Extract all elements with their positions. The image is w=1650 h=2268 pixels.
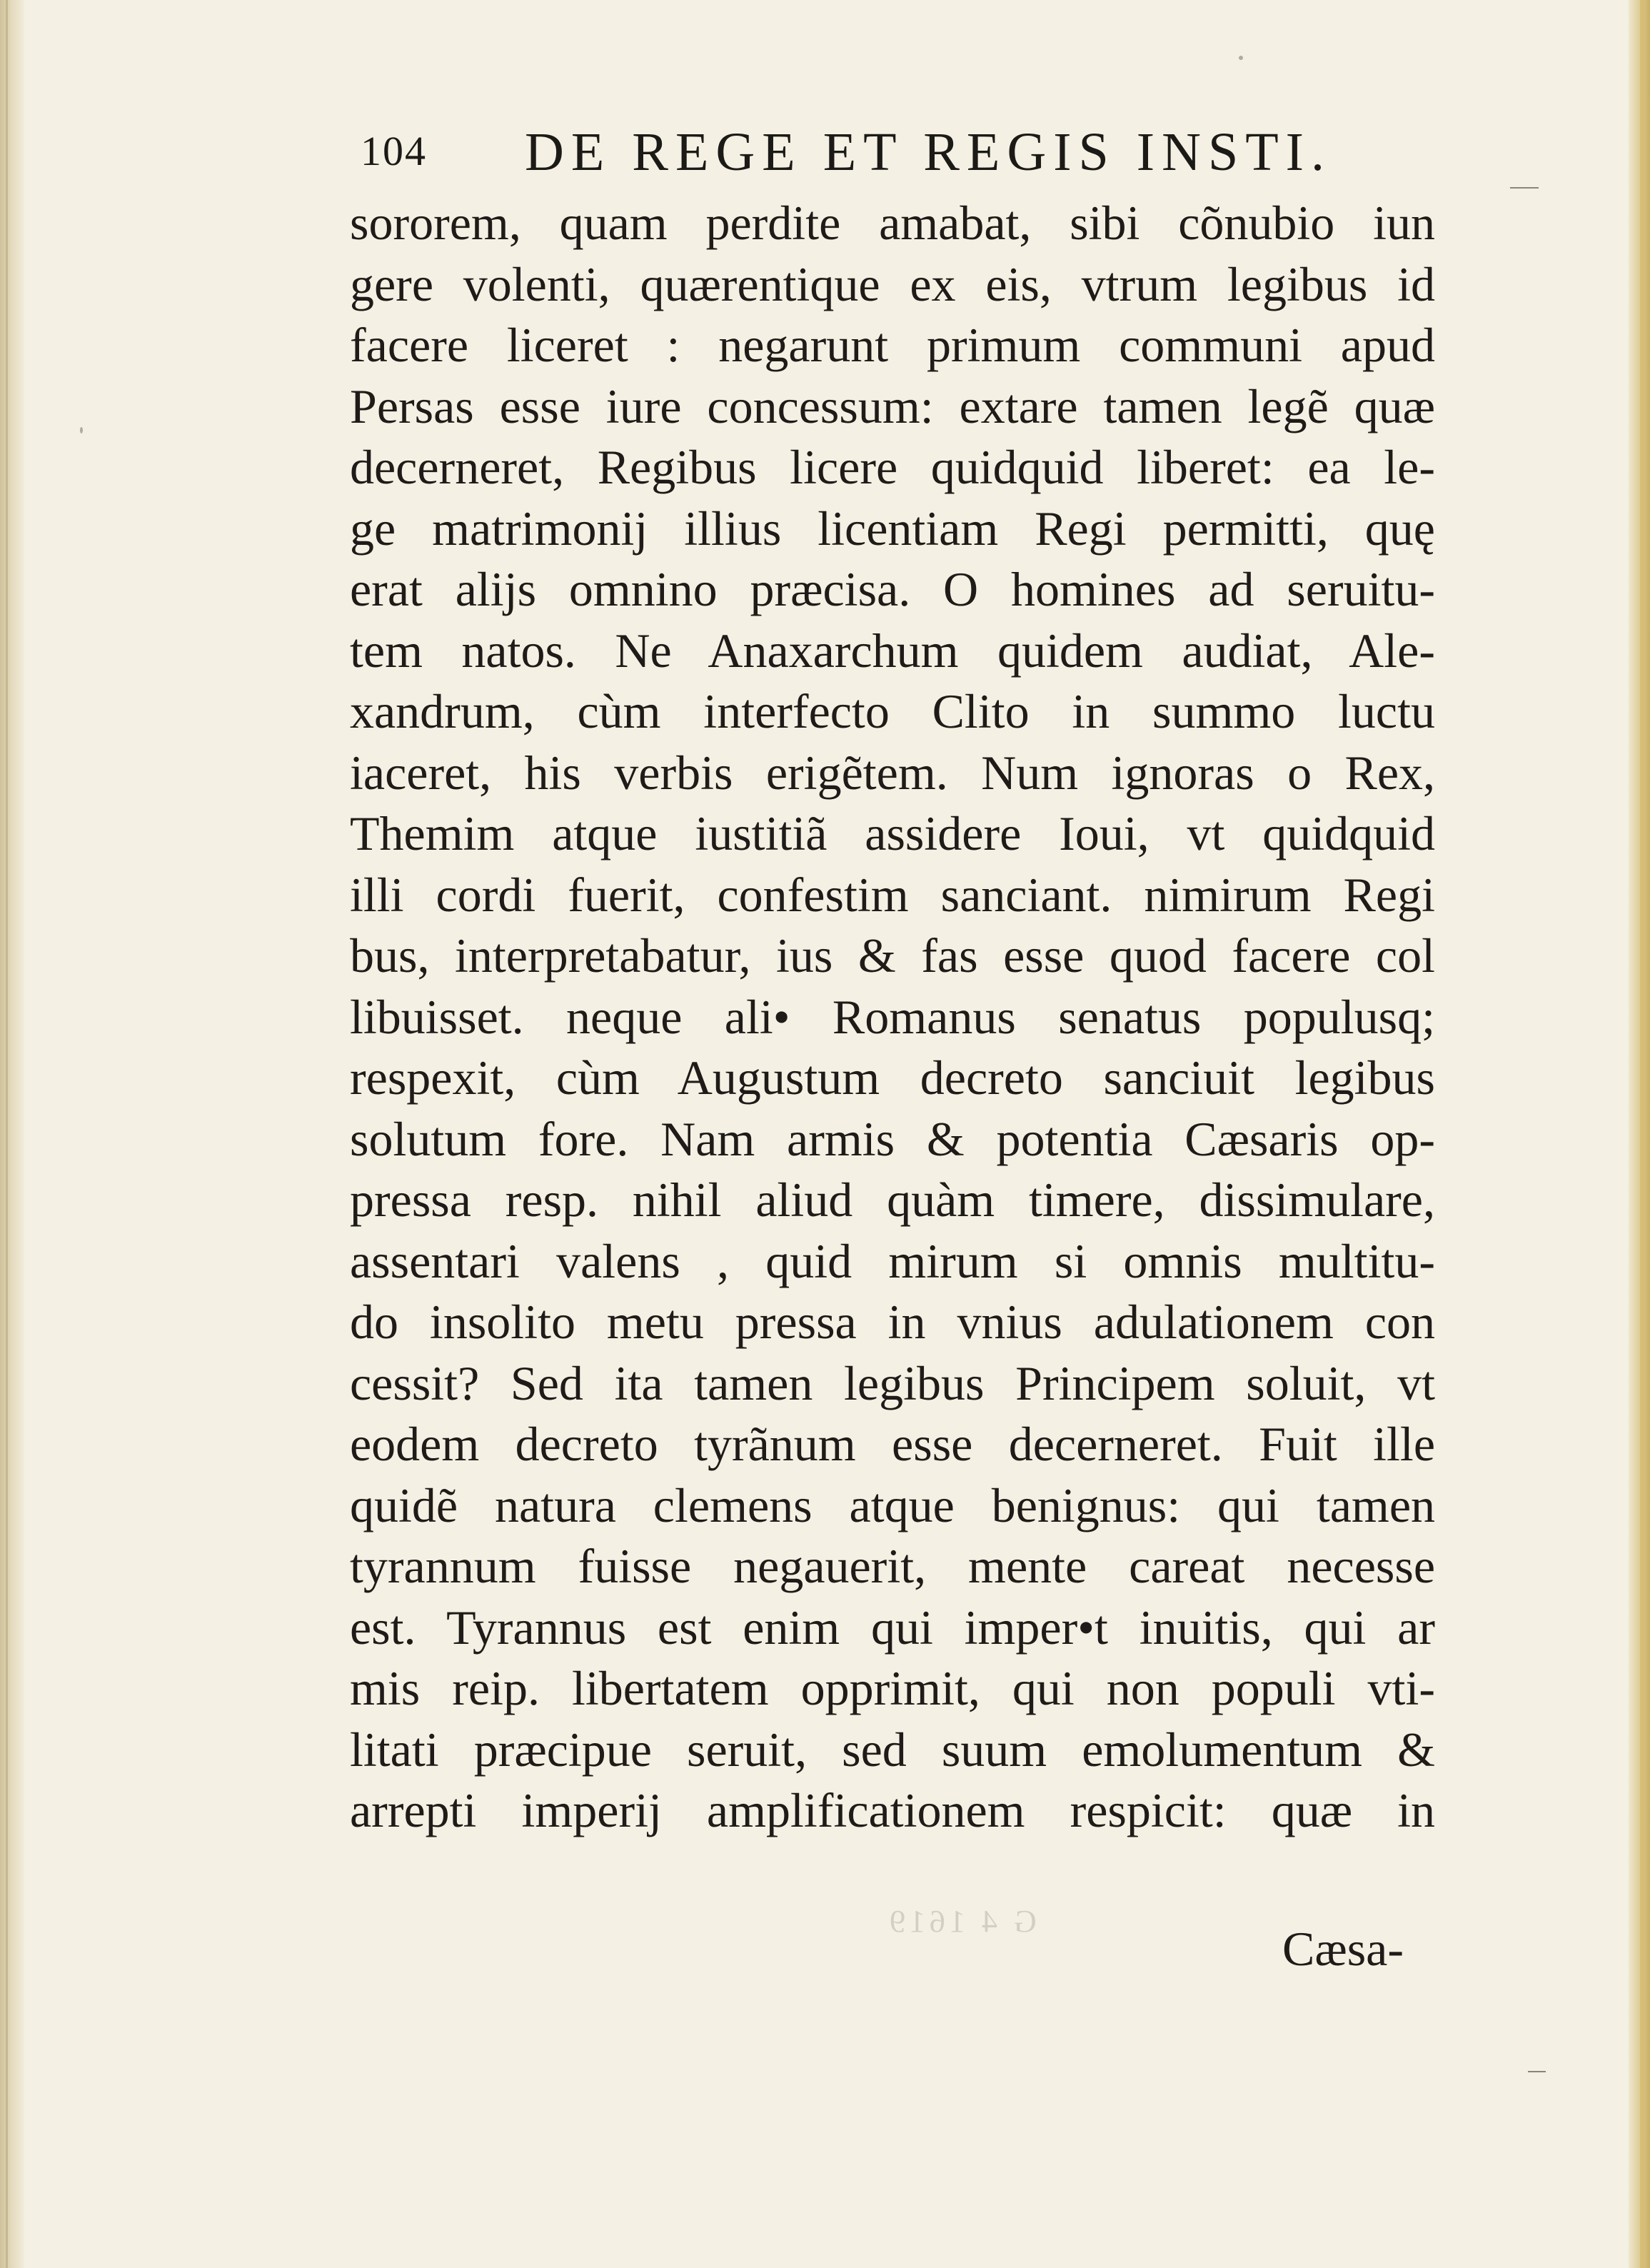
text-line: erat alijs omnino præcisa. O homines ad seruitu- [350,562,1435,616]
text-line: mis reip. libertatem opprimit, qui non populi vti- [350,1661,1435,1715]
paper-fleck [1239,56,1243,60]
text-line: Themim atque iustitiã assidere Ioui, vt quidquid [350,806,1435,860]
text-line: eodem decreto tyrãnum esse decerneret. Fuit ille [350,1417,1435,1471]
show-through-text: G 4 1619 [885,1904,1037,1939]
page-gutter-edge [0,0,24,2268]
text-line: cessit? Sed ita tamen legibus Principem soluit, vt [350,1355,1435,1410]
text-line: ge matrimonij illius licentiam Regi permitti, quę [350,501,1435,556]
text-line: tyrannum fuisse negauerit, mente careat necesse [350,1539,1435,1593]
text-line: Persas esse iure concessum: extare tamen legẽ quæ [350,378,1435,433]
text-line: quidẽ natura clemens atque benignus: qui tamen [350,1477,1435,1532]
body-text [350,193,1435,1842]
text-line: gere volenti, quærentique ex eis, vtrum legibus id [350,256,1435,311]
text-line: iaceret, his verbis erigẽtem. Num ignoras o Rex, [350,745,1435,800]
text-line: bus, interpretabatur, ius & fas esse quod facere col [350,928,1435,983]
text-line: libuisset. neque ali• Romanus senatus populusq; [350,989,1435,1044]
text-line: facere liceret : negarunt primum communi apud [350,318,1435,372]
text-line: illi cordi fuerit, confestim sanciant. nimirum Regi [350,867,1435,922]
gilt-edge-band [1640,0,1644,2268]
text-line: pressa resp. nihil aliud quàm timere, dissimulare, [350,1173,1435,1227]
gutter-shadow-line [6,0,8,2268]
text-line: assentari valens , quid mirum si omnis multitu- [350,1233,1435,1288]
text-line: litati præcipue seruit, sed suum emolumentum & [350,1722,1435,1777]
margin-mark [1510,187,1539,189]
text-line: sororem, quam perdite amabat, sibi cõnubio iun [350,196,1435,250]
paper-fleck [80,427,83,433]
page-header [361,121,1360,193]
catchword: Cæsa- [1282,1922,1404,1976]
margin-mark [1528,2071,1546,2072]
page-number: 104 [361,128,427,174]
text-line: xandrum, cùm interfecto Clito in summo luctu [350,684,1435,738]
text-line: solutum fore. Nam armis & potentia Cæsaris op- [350,1111,1435,1166]
text-line: decerneret, Regibus licere quidquid liberet: ea le- [350,440,1435,494]
text-line: tem natos. Ne Anaxarchum quidem audiat, Ale- [350,623,1435,678]
text-line: arrepti imperij amplificationem respicit: quæ in [350,1783,1435,1837]
text-line: do insolito metu pressa in vnius adulationem con [350,1295,1435,1349]
text-line: est. Tyrannus est enim qui imper•t inuitis, qui ar [350,1600,1435,1655]
page-fore-edge [1629,0,1650,2268]
text-line: respexit, cùm Augustum decreto sanciuit legibus [350,1050,1435,1105]
running-title: DE REGE ET REGIS INSTI. [525,122,1332,182]
